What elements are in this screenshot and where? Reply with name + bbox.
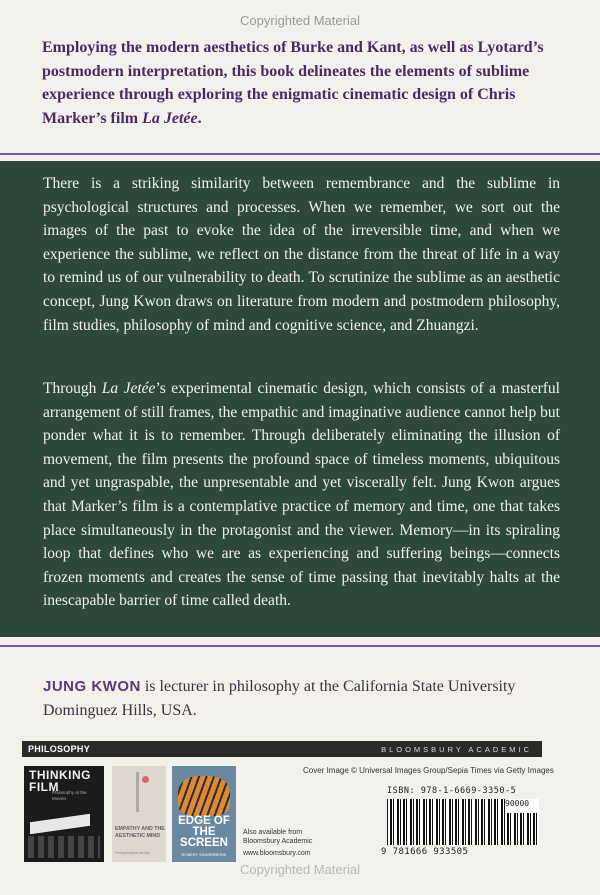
tagline-film-title: La Jetée xyxy=(142,109,198,127)
watermark-top: Copyrighted Material xyxy=(240,13,360,28)
also-available: Also available from Bloomsbury Academic www.bloomsbury.com xyxy=(243,829,313,857)
blurb-paragraph-1: There is a striking similarity between remembrance and the sublime in psychological structures and processes. When we remember, we sort out the images of the past to evoke the idea of the irreversible time, and when we experience the sublime, we reflect on the distance from the threat of life in a way to remind us of our vulnerability to death. To scrutinize the sublime as an aesthetic concept, Jung Kwon draws on literature from modern and postmodern philosophy, film studies, philosophy of mind and cognitive science, and Zhuangzi. xyxy=(43,175,560,334)
book-subtitle: Philosophy at the Movies xyxy=(52,790,87,801)
sculpture-accent xyxy=(142,776,149,783)
cover-credit: Cover Image © Universal Images Group/Sepia Times via Getty Images xyxy=(303,766,554,775)
tagline: Employing the modern aesthetics of Burke and Kant, as well as Lyotard’s postmodern interpretation, this book delineates the elements of sublime experience through exploring the enigmatic cinematic design of Chris Marker’s film La Jetée. xyxy=(42,39,544,127)
category-bar xyxy=(22,741,542,757)
book-cover-edge-of-screen xyxy=(172,766,236,862)
book-cover-empathy xyxy=(112,766,166,862)
book-title: EDGE OF THE SCREEN xyxy=(178,815,230,849)
publisher-name: BLOOMSBURY ACADEMIC xyxy=(381,745,532,754)
book-author: ROBERT SINNERBRINK xyxy=(181,852,227,857)
blurb-panel xyxy=(0,161,600,637)
divider-bottom xyxy=(0,645,600,647)
book-subtitle: Perspectives on Art xyxy=(115,850,150,855)
book-title: EMPATHY AND THE AESTHETIC MIND xyxy=(115,826,165,839)
sculpture-image xyxy=(136,772,139,812)
crowd-image xyxy=(28,836,100,858)
isbn-label: ISBN: 978-1-6669-3350-5 xyxy=(387,786,517,796)
author-bio: JUNG KWON is lecturer in philosophy at the California State University Dominguez Hills, USA. xyxy=(43,678,516,719)
price-code: 90000 xyxy=(505,799,530,808)
plane-image xyxy=(30,814,90,834)
author-name: JUNG KWON xyxy=(43,678,141,695)
watermark-bottom: Copyrighted Material xyxy=(240,862,360,877)
publisher-url: www.bloomsbury.com xyxy=(243,850,311,857)
book-title: THINKING FILM xyxy=(29,768,91,794)
divider-top xyxy=(0,153,600,155)
category-label: PHILOSOPHY xyxy=(28,744,91,754)
book-cover-thinking-film xyxy=(24,766,104,862)
barcode-digits: 9 781666 933505 xyxy=(381,847,469,857)
tiger-image xyxy=(178,776,230,816)
blurb-paragraph-2: Through La Jetée’s experimental cinematic design, which consists of a masterful arrangement of still frames, the empathic and imaginative audience cannot help but ponder what it is to remember. Through deliberately eliminating the illusion of movement, the film presents the profound space of timeless moments, ubiquitous and yet ungraspable, the unpresentable and yet viscerally felt. Jung Kwon argues that Marker’s film is a contemplative practice of memory and time, one that takes place simultaneously in the protagonist and the viewer. Memory—in its spiraling loop that defines who we are as experiencing and suffering beings—connects frozen moments and creates the sense of time passing that inevitably halts at the inescapable barrier of time called death. xyxy=(43,380,560,610)
